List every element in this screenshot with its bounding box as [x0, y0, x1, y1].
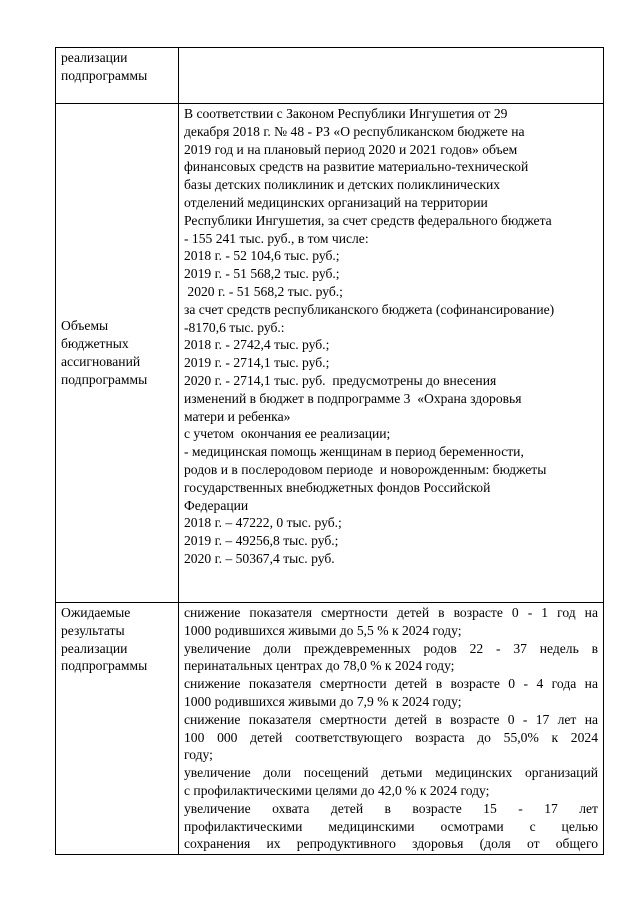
- text-line: снижение показателя смертности детей в возрасте 0 - 1 год на: [184, 605, 598, 620]
- text-line: 2019 г. - 2714,1 тыс. руб.;: [184, 355, 330, 371]
- text-line: изменений в бюджет в подпрограмме 3 «Охрана здоровья: [184, 390, 522, 406]
- text-line: 2019 г. - 51 568,2 тыс. руб.;: [184, 266, 340, 282]
- row-label-line: подпрограммы: [61, 67, 148, 83]
- text-line: В соответствии с Законом Республики Ингушетия от 29: [184, 106, 508, 121]
- text-line: родов и в послеродовом периоде и новорожденным: бюджеты: [184, 461, 547, 477]
- text-line: 2019 год и на плановый период 2020 и 2021 годов» объем: [184, 141, 518, 157]
- row-label-line: подпрограммы: [61, 371, 148, 387]
- text-line: перинатальных центрах до 78,0 % к 2024 году;: [184, 658, 455, 674]
- row-label-line: реализации: [61, 640, 128, 656]
- text-line: матери и ребенка»: [184, 408, 291, 424]
- text-line: с профилактическими целями до 42,0 % к 2024 году;: [184, 782, 490, 798]
- text-line: 100 000 детей соответствующего возраста до 55,0% к 2024: [184, 729, 598, 745]
- text-line: 1000 родившихся живыми до 5,5 % к 2024 году;: [184, 622, 462, 638]
- text-line: декабря 2018 г. № 48 - РЗ «О республиканском бюджете на: [184, 123, 525, 139]
- expected-results-text: [179, 603, 604, 855]
- text-line: базы детских поликлиник и детских поликлинических: [184, 177, 501, 193]
- text-line: 2020 г. - 51 568,2 тыс. руб.;: [184, 283, 343, 299]
- text-line: отделений медицинских организаций на территории: [184, 194, 488, 210]
- text-line: за счет средств республиканского бюджета (софинансирование): [184, 301, 555, 317]
- text-line: с учетом окончания ее реализации;: [184, 426, 391, 442]
- budget-allocations-text: [179, 104, 604, 603]
- text-line: профилактическими медицинскими осмотрами с целью: [184, 818, 598, 834]
- text-line: финансовых средств на развитие материально-технической: [184, 159, 529, 175]
- row-label-line: Объемы: [61, 318, 109, 334]
- text-line: -8170,6 тыс. руб.:: [184, 319, 285, 335]
- text-line: государственных внебюджетных фондов Российской: [184, 479, 491, 495]
- row-content-cell: [179, 48, 604, 104]
- row-label-line: реализации: [61, 50, 128, 65]
- text-line: Республики Ингушетия, за счет средств федерального бюджета: [184, 212, 552, 228]
- text-line: сохранения их репродуктивного здоровья (доля от общего: [184, 836, 598, 852]
- text-line: году;: [184, 747, 213, 763]
- row-label-line: ассигнований: [61, 354, 141, 369]
- row-label-line: бюджетных: [61, 336, 129, 352]
- row-label-cell: [56, 48, 179, 104]
- table-row: [56, 104, 604, 603]
- text-line: 2019 г. – 49256,8 тыс. руб.;: [184, 533, 339, 549]
- text-line: снижение показателя смертности детей в возрасте 0 - 4 года на: [184, 676, 598, 692]
- table-row: [56, 603, 604, 855]
- text-line: Федерации: [184, 497, 249, 513]
- text-line: 1000 родившихся живыми до 7,9 % к 2024 году;: [184, 693, 462, 709]
- row-label-cell: [56, 603, 179, 855]
- text-line: - 155 241 тыс. руб., в том числе:: [184, 230, 369, 246]
- row-label-line: подпрограммы: [61, 658, 148, 674]
- text-line: увеличение доли посещений детьми медицинских организаций: [184, 765, 598, 781]
- text-line: 2018 г. – 47222, 0 тыс. руб.;: [184, 515, 342, 531]
- table-row: [56, 48, 604, 104]
- row-label-cell: [56, 104, 179, 603]
- text-line: увеличение охвата детей в возрасте 15 - 17 лет: [184, 800, 598, 816]
- text-line: - медицинская помощь женщинам в период беременности,: [184, 444, 524, 460]
- text-line: 2018 г. - 2742,4 тыс. руб.;: [184, 337, 330, 353]
- row-label-line: результаты: [61, 622, 125, 638]
- text-line: 2020 г. - 2714,1 тыс. руб. предусмотрены до внесения: [184, 372, 497, 388]
- text-line: 2020 г. – 50367,4 тыс. руб.: [184, 550, 335, 566]
- subprogram-passport-table: [55, 47, 604, 855]
- text-line: увеличение доли преждевременных родов 22 - 37 недель в: [184, 640, 598, 656]
- row-label-line: Ожидаемые: [61, 605, 131, 620]
- text-line: 2018 г. - 52 104,6 тыс. руб.;: [184, 248, 340, 264]
- text-line: снижение показателя смертности детей в возрасте 0 - 17 лет на: [184, 711, 598, 727]
